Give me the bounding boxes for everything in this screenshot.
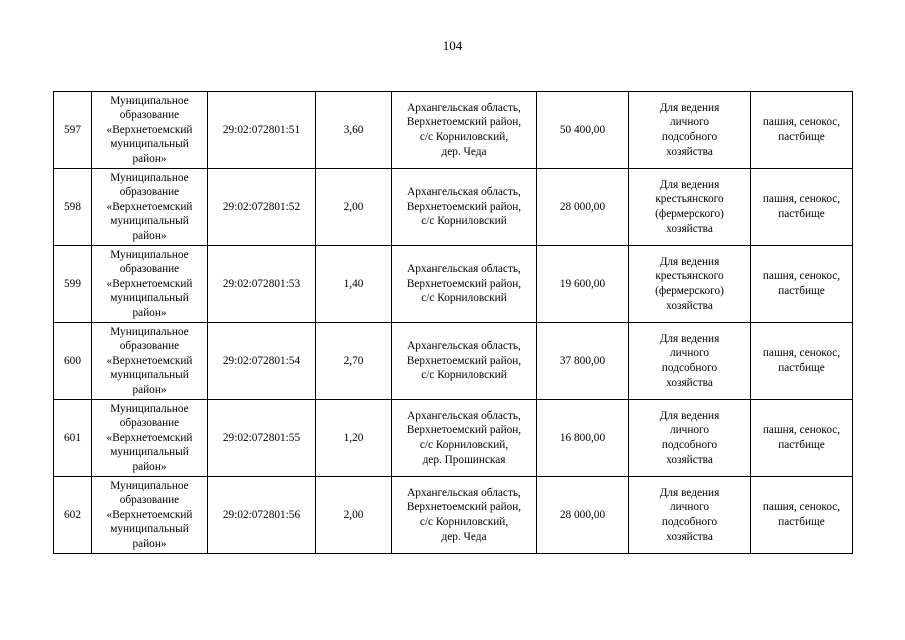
- row-number: 600: [54, 323, 92, 400]
- address-cell: Архангельская область, Верхнетоемский район, с/с Корниловский, дер. Чеда: [392, 477, 537, 554]
- price-cell: 28 000,00: [537, 477, 629, 554]
- table-row: [54, 169, 853, 246]
- area-cell: 3,60: [316, 92, 392, 169]
- purpose-cell: Для ведения личного подсобного хозяйства: [629, 323, 751, 400]
- land-use-cell: пашня, сенокос, пастбище: [751, 246, 853, 323]
- land-use-cell: пашня, сенокос, пастбище: [751, 323, 853, 400]
- row-number: 601: [54, 400, 92, 477]
- purpose-cell: Для ведения личного подсобного хозяйства: [629, 92, 751, 169]
- cadastral-number-cell: 29:02:072801:52: [208, 169, 316, 246]
- table-row: [54, 477, 853, 554]
- owner-cell: Муниципальное образование «Верхнетоемский муниципальный район»: [92, 92, 208, 169]
- land-use-cell: пашня, сенокос, пастбище: [751, 92, 853, 169]
- row-number: 602: [54, 477, 92, 554]
- address-cell: Архангельская область, Верхнетоемский район, с/с Корниловский: [392, 323, 537, 400]
- row-number: 598: [54, 169, 92, 246]
- price-cell: 19 600,00: [537, 246, 629, 323]
- address-cell: Архангельская область, Верхнетоемский район, с/с Корниловский: [392, 246, 537, 323]
- table-row: [54, 323, 853, 400]
- address-cell: Архангельская область, Верхнетоемский район, с/с Корниловский, дер. Чеда: [392, 92, 537, 169]
- land-use-cell: пашня, сенокос, пастбище: [751, 169, 853, 246]
- row-number: 599: [54, 246, 92, 323]
- owner-cell: Муниципальное образование «Верхнетоемский муниципальный район»: [92, 246, 208, 323]
- purpose-cell: Для ведения личного подсобного хозяйства: [629, 400, 751, 477]
- owner-cell: Муниципальное образование «Верхнетоемский муниципальный район»: [92, 169, 208, 246]
- table-row: [54, 92, 853, 169]
- row-number: 597: [54, 92, 92, 169]
- area-cell: 2,00: [316, 477, 392, 554]
- area-cell: 2,00: [316, 169, 392, 246]
- land-use-cell: пашня, сенокос, пастбище: [751, 477, 853, 554]
- area-cell: 2,70: [316, 323, 392, 400]
- purpose-cell: Для ведения крестьянского (фермерского) хозяйства: [629, 169, 751, 246]
- land-use-cell: пашня, сенокос, пастбище: [751, 400, 853, 477]
- cadastral-number-cell: 29:02:072801:54: [208, 323, 316, 400]
- owner-cell: Муниципальное образование «Верхнетоемский муниципальный район»: [92, 400, 208, 477]
- cadastral-number-cell: 29:02:072801:51: [208, 92, 316, 169]
- cadastral-number-cell: 29:02:072801:53: [208, 246, 316, 323]
- purpose-cell: Для ведения личного подсобного хозяйства: [629, 477, 751, 554]
- cadastral-number-cell: 29:02:072801:55: [208, 400, 316, 477]
- area-cell: 1,20: [316, 400, 392, 477]
- address-cell: Архангельская область, Верхнетоемский район, с/с Корниловский: [392, 169, 537, 246]
- price-cell: 16 800,00: [537, 400, 629, 477]
- price-cell: 37 800,00: [537, 323, 629, 400]
- address-cell: Архангельская область, Верхнетоемский район, с/с Корниловский, дер. Прошинская: [392, 400, 537, 477]
- purpose-cell: Для ведения крестьянского (фермерского) хозяйства: [629, 246, 751, 323]
- area-cell: 1,40: [316, 246, 392, 323]
- owner-cell: Муниципальное образование «Верхнетоемский муниципальный район»: [92, 477, 208, 554]
- land-plots-table: [53, 91, 853, 554]
- owner-cell: Муниципальное образование «Верхнетоемский муниципальный район»: [92, 323, 208, 400]
- price-cell: 50 400,00: [537, 92, 629, 169]
- page-number: 104: [442, 38, 463, 53]
- table-row: [54, 246, 853, 323]
- cadastral-number-cell: 29:02:072801:56: [208, 477, 316, 554]
- table-row: [54, 400, 853, 477]
- price-cell: 28 000,00: [537, 169, 629, 246]
